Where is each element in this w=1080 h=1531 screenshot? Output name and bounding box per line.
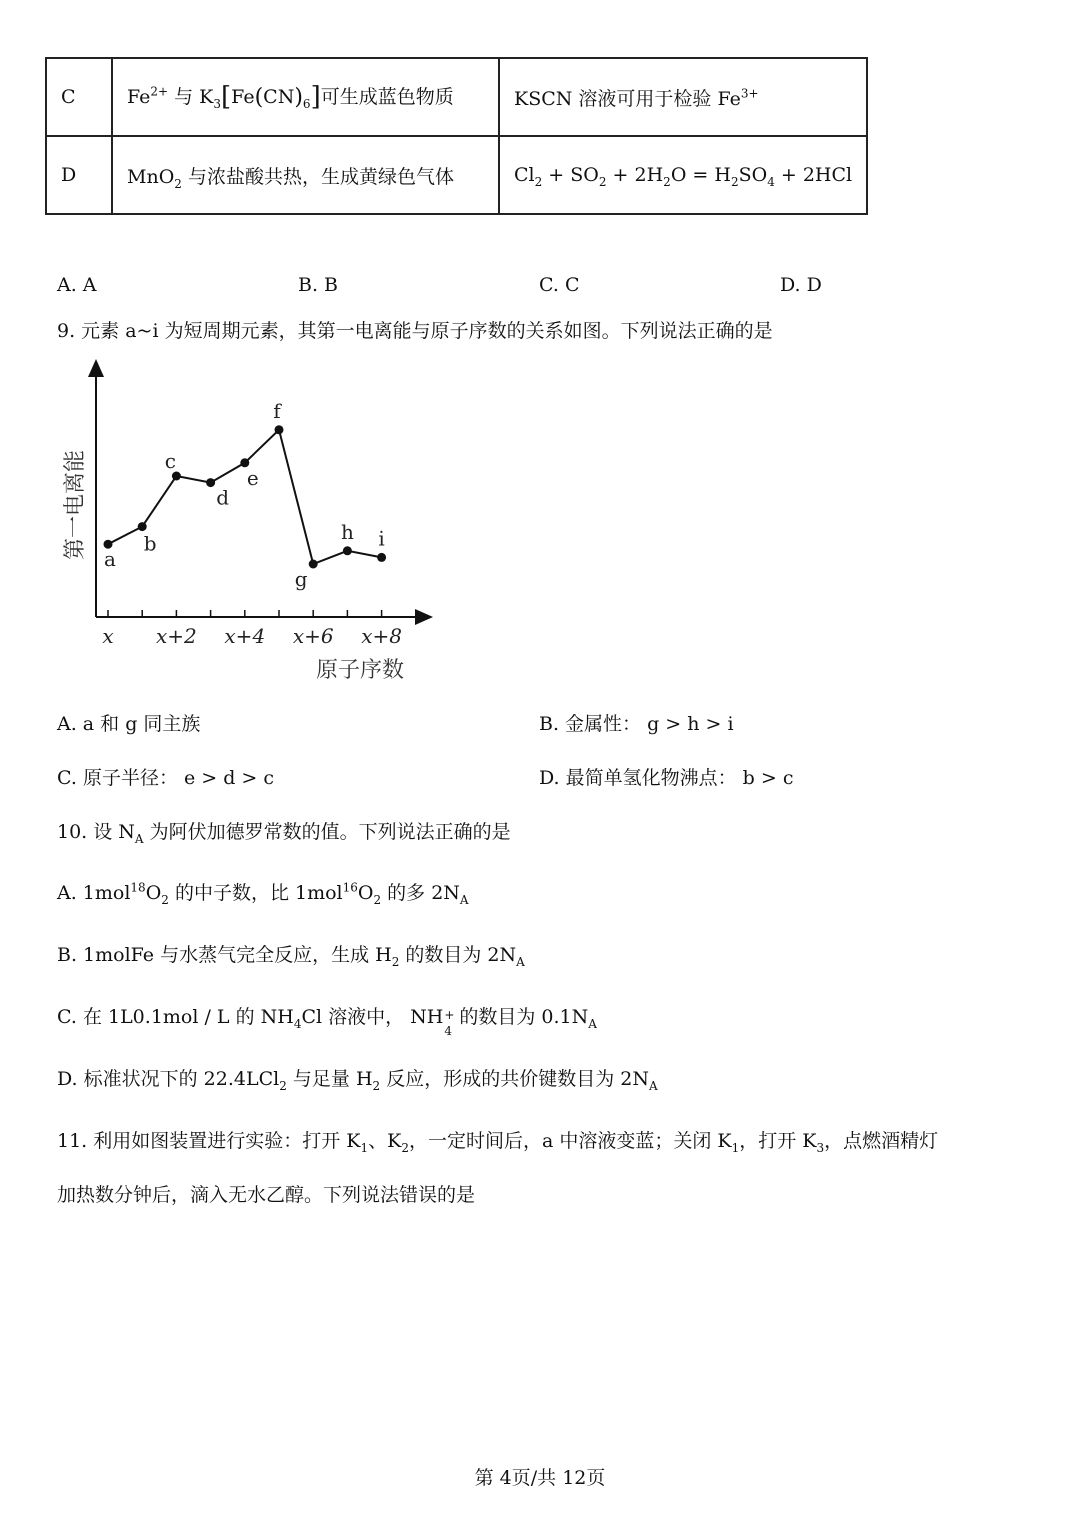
conclusion-cell: KSCN 溶液可用于检验 $Fe^{3+}$	[499, 58, 867, 136]
q10-option-a[interactable]: A. $1mol^{18}O_2$ 的中子数，比 $1mol^{16}O_2$ 的多 $2N_A$	[57, 880, 469, 907]
x-tick-label: x	[102, 624, 114, 648]
row-label: C	[46, 58, 112, 136]
fact-cell: MnO$_2$ 与浓盐酸共热，生成黄绿色气体	[112, 136, 499, 214]
row-label: D	[46, 136, 112, 214]
q9-option-d[interactable]: D. 最简单氢化物沸点： b > c	[539, 767, 794, 789]
data-point-f	[275, 425, 284, 434]
table-row-c	[46, 58, 867, 136]
x-tick-label: x+8	[361, 624, 402, 648]
x-tick-label: x+2	[156, 624, 197, 648]
fact-cell: $Fe^{2+}$ 与 $K_3[Fe(CN)_6]$可生成蓝色物质	[112, 58, 499, 136]
question-table	[45, 57, 868, 215]
data-point-h	[343, 546, 352, 555]
data-label-e: e	[246, 465, 259, 490]
table-row-d	[46, 136, 867, 214]
q9-option-a[interactable]: A. a 和 g 同主族	[57, 713, 201, 735]
y-axis-label: 第一电离能	[63, 449, 88, 561]
q11-stem-line1: 11. 利用如图装置进行实验：打开 $K_1$、$K_2$，一定时间后，a 中溶液变蓝；关闭 $K_1$，打开 $K_3$，点燃酒精灯	[57, 1130, 939, 1155]
data-point-i	[377, 553, 386, 562]
data-point-b	[138, 522, 147, 531]
ionization-energy-chart	[40, 355, 460, 690]
q10-option-d[interactable]: D. 标准状况下的 22.4LCl$_2$ 与足量 $H_2$ 反应，形成的共价键数目为 $2N_A$	[57, 1068, 658, 1093]
page-footer: 第 4页/共 12页	[474, 1467, 606, 1489]
q8-option-b[interactable]: B. B	[298, 274, 339, 296]
q9-option-b[interactable]: B. 金属性： g > h > i	[539, 713, 734, 735]
q9-stem: 9. 元素 a~i 为短周期元素，其第一电离能与原子序数的关系如图。下列说法正确的是	[57, 320, 773, 342]
data-label-h: h	[340, 519, 354, 544]
q10-stem: 10. 设 $N_A$ 为阿伏加德罗常数的值。下列说法正确的是	[57, 821, 511, 846]
data-label-c: c	[164, 449, 177, 473]
x-axis-label: 原子序数	[315, 658, 405, 683]
q11-stem-line2: 加热数分钟后，滴入无水乙醇。下列说法错误的是	[57, 1184, 476, 1206]
q8-option-d[interactable]: D. D	[780, 274, 822, 296]
data-label-a: a	[104, 547, 116, 572]
data-label-b: b	[143, 531, 157, 556]
conclusion-cell: $Cl_2 + SO_2 + 2H_2O = H_2SO_4 + 2HCl$	[499, 136, 867, 214]
data-label-i: i	[378, 526, 385, 551]
x-tick-label: x+6	[292, 624, 334, 648]
data-label-d: d	[216, 485, 230, 510]
data-label-g: g	[294, 567, 308, 591]
q10-option-b[interactable]: B. 1molFe 与水蒸气完全反应，生成 $H_2$ 的数目为 $2N_A$	[57, 944, 525, 969]
data-point-g	[309, 560, 318, 569]
x-tick-label: x+4	[224, 624, 266, 648]
q9-option-c[interactable]: C. 原子半径： e > d > c	[57, 767, 275, 789]
q8-option-a[interactable]: A. A	[57, 274, 97, 296]
q8-option-c[interactable]: C. C	[539, 274, 580, 296]
data-point-d	[206, 478, 215, 487]
data-label-f: f	[273, 398, 281, 423]
q10-option-c[interactable]: C. 在 1L0.1mol / L 的 $NH_4Cl$ 溶液中， NH + 4 的数目为 $0.1N_A$	[57, 1006, 597, 1038]
chart-svg	[40, 355, 460, 690]
